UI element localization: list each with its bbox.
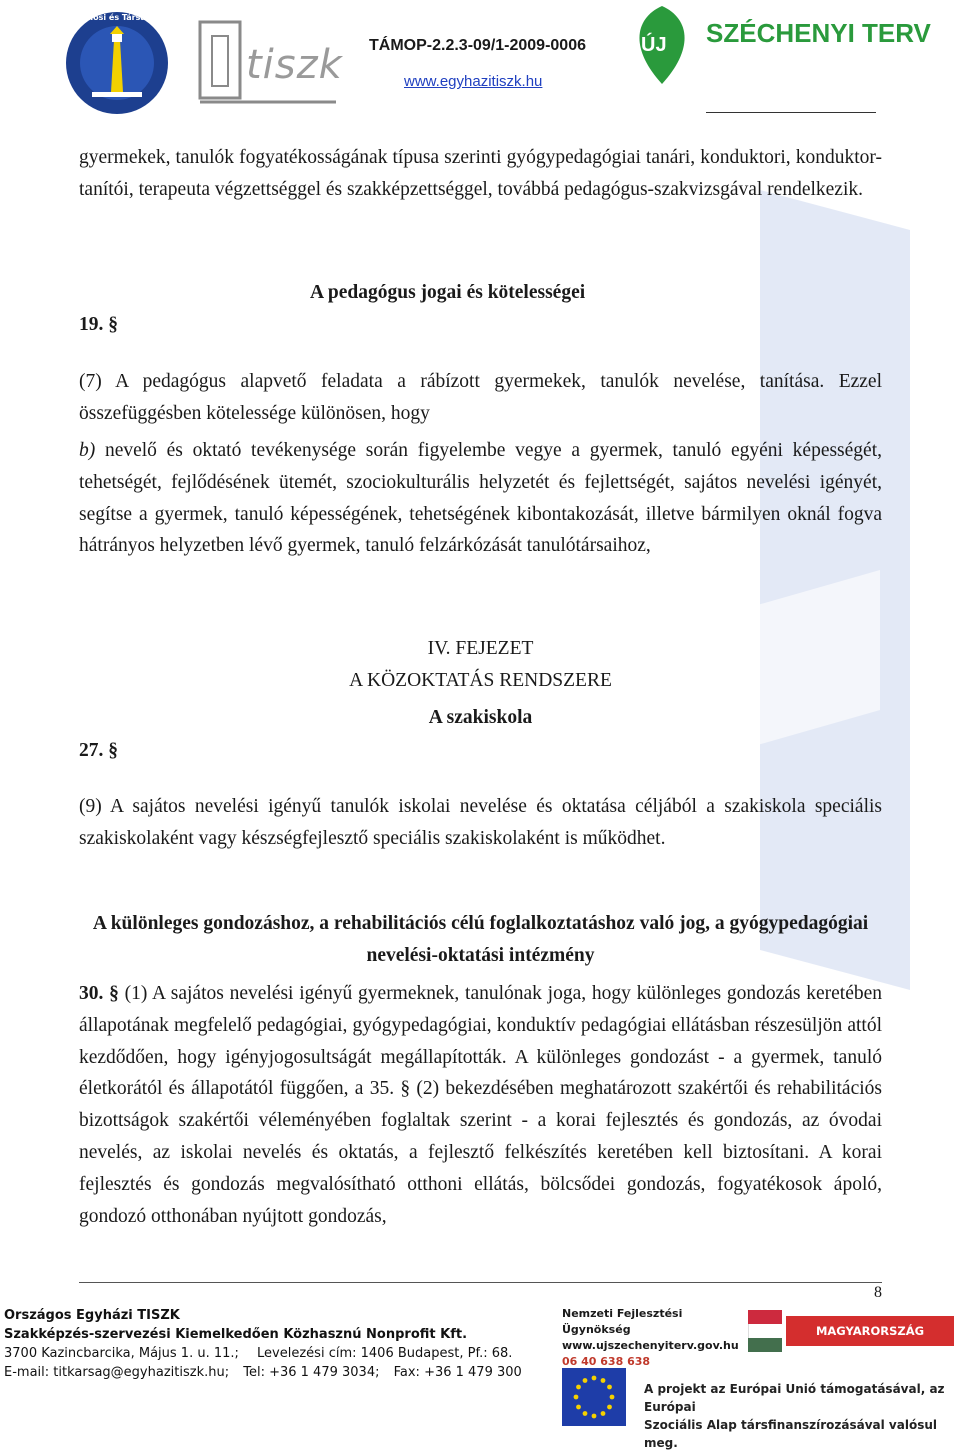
agency-phone: 06 40 638 638 [562, 1355, 651, 1368]
paragraph-intro: gyermekek, tanulók fogyatékosságának típusa szerinti gyógypedagógiai tanári, konduktori, konduktor-tanítói, terapeuta végzettséggel és szakképzettséggel, továbbá pedagógus-szakvizsgával rendelkezik. [79, 147, 882, 200]
tiszk-logo-text: tiszk [246, 42, 343, 88]
eu-flag-icon [562, 1368, 626, 1426]
footer-contact-line [4, 1363, 564, 1382]
eu-funding-note-line2: Szociális Alap társfinanszírozásával valósul meg. [644, 1418, 937, 1450]
footer-phone: Tel: +36 1 479 3034; [243, 1365, 380, 1380]
footer-org-name: Országos Egyházi TISZK [4, 1308, 180, 1323]
website-link[interactable]: www.egyhazitiszk.hu [404, 73, 543, 90]
paragraph-19-b [79, 435, 882, 562]
paragraph-19-7: (7) A pedagógus alapvető feladata a rábízott gyermekek, tanulók nevelése, tanítása. Ezzel összefüggésben kötelessége különösen, hogy [79, 371, 882, 424]
section-27-title: A szakiskola [428, 707, 533, 728]
footer-email[interactable]: E-mail: titkarsag@egyhazitiszk.hu; [4, 1365, 230, 1380]
header [0, 0, 960, 120]
chapter-label: IV. FEJEZET [427, 638, 534, 659]
item-label-b: b) [79, 440, 96, 461]
renewal-banner [786, 1316, 954, 1368]
paragraph-19-b-text: nevelő és oktató tevékenysége során figyelembe vegye a gyermek, tanuló egyéni képességét, tehetségét, fejlődésének ütemét, szociokulturális helyzetét és fejlettségét, sajátos nevelési igényét, segítse a gyermek, tanuló képességének, tehetségének kibontakozását, illetve bármilyen oknál fogva hátrányos helyzetben lévő gyermek, tanuló felzárkózását tanulótársaihoz, [79, 440, 882, 557]
footer-address-line [4, 1344, 564, 1363]
renewal-banner-text: MAGYARORSZÁG MEGÚJUL [815, 1324, 925, 1368]
footer-org-full: Szakképzés-szervezési Kiemelkedően Közhasznú Nonprofit Kft. [4, 1327, 468, 1342]
paragraph-30-1-text: (1) A sajátos nevelési igényű gyermeknek, tanulónak joga, hogy különleges gondozás keretében állapotának megfelelő pedagógiai, gyógypedagógiai, konduktív pedagógiai ellátásban részesüljön attól kezdődően, hogy igényjogosultságát megállapították. A különleges gondozást - a gyermek, tanuló életkorától és állapotától függően, a 35. § (2) bekezdésében meghatározott szakértői és rehabilitációs bizottságok szakértői véleményében foglaltak szerint - a korai fejlesztés és gondozás, az óvodai nevelés, az iskolai nevelés és oktatás, a fejlesztő felkészítés keretében kell biztosítani. A korai fejlesztés és gondozás megvalósítható otthoni ellátás, bölcsődei gondozás, fogyatékosok ápoló, gondozó otthonában nyújtott gondozás, [79, 983, 882, 1227]
footer-contact [4, 1306, 564, 1382]
section-19-title: A pedagógus jogai és kötelességei [310, 282, 586, 303]
chapter-title: A KÖZOKTATÁS RENDSZERE [349, 670, 612, 691]
watermark-graphic [740, 190, 910, 990]
szechenyi-u-label: ÚJ [641, 34, 667, 56]
footer-mail-address: Levelezési cím: 1406 Budapest, Pf.: 68. [257, 1346, 513, 1361]
agency-name: Nemzeti Fejlesztési Ügynökség [562, 1307, 683, 1336]
section-30-number: 30. § [79, 983, 119, 1004]
eu-funding-note [644, 1380, 960, 1452]
agency-block [562, 1306, 742, 1370]
eu-funding-note-line1: A projekt az Európai Unió támogatásával, az Európai [644, 1382, 945, 1414]
footer-fax: Fax: +36 1 479 300 [393, 1365, 522, 1380]
lighthouse-logo-text: Szőllősi és Társai Bt. [71, 13, 165, 22]
footer-rule [79, 1282, 882, 1283]
hungary-flag-icon [748, 1310, 782, 1352]
page-number: 8 [874, 1284, 882, 1301]
lighthouse-logo [62, 10, 172, 116]
section-19-number: 19. § [79, 314, 118, 335]
footer-address: 3700 Kazincbarcika, Május 1. u. 11.; [4, 1346, 239, 1361]
paragraph-27-9: (9) A sajátos nevelési igényű tanulók iskolai nevelése és oktatása céljából a szakiskola speciális szakiskolaként vagy készségfejlesztő speciális szakiskolaként is működhet. [79, 796, 882, 849]
project-code: TÁMOP-2.2.3-09/1-2009-0006 [369, 37, 586, 54]
header-rule [706, 112, 876, 113]
agency-web[interactable]: www.ujszechenyiterv.gov.hu [562, 1339, 739, 1352]
szechenyi-brand-name: SZÉCHENYI TERV [706, 18, 931, 48]
section-30-heading: A különleges gondozáshoz, a rehabilitációs célú foglalkoztatáshoz való jog, a gyógypedagógiai nevelési-oktatási intézmény [92, 913, 869, 966]
section-27-number: 27. § [79, 740, 118, 761]
paragraph-30-1 [79, 978, 882, 1232]
